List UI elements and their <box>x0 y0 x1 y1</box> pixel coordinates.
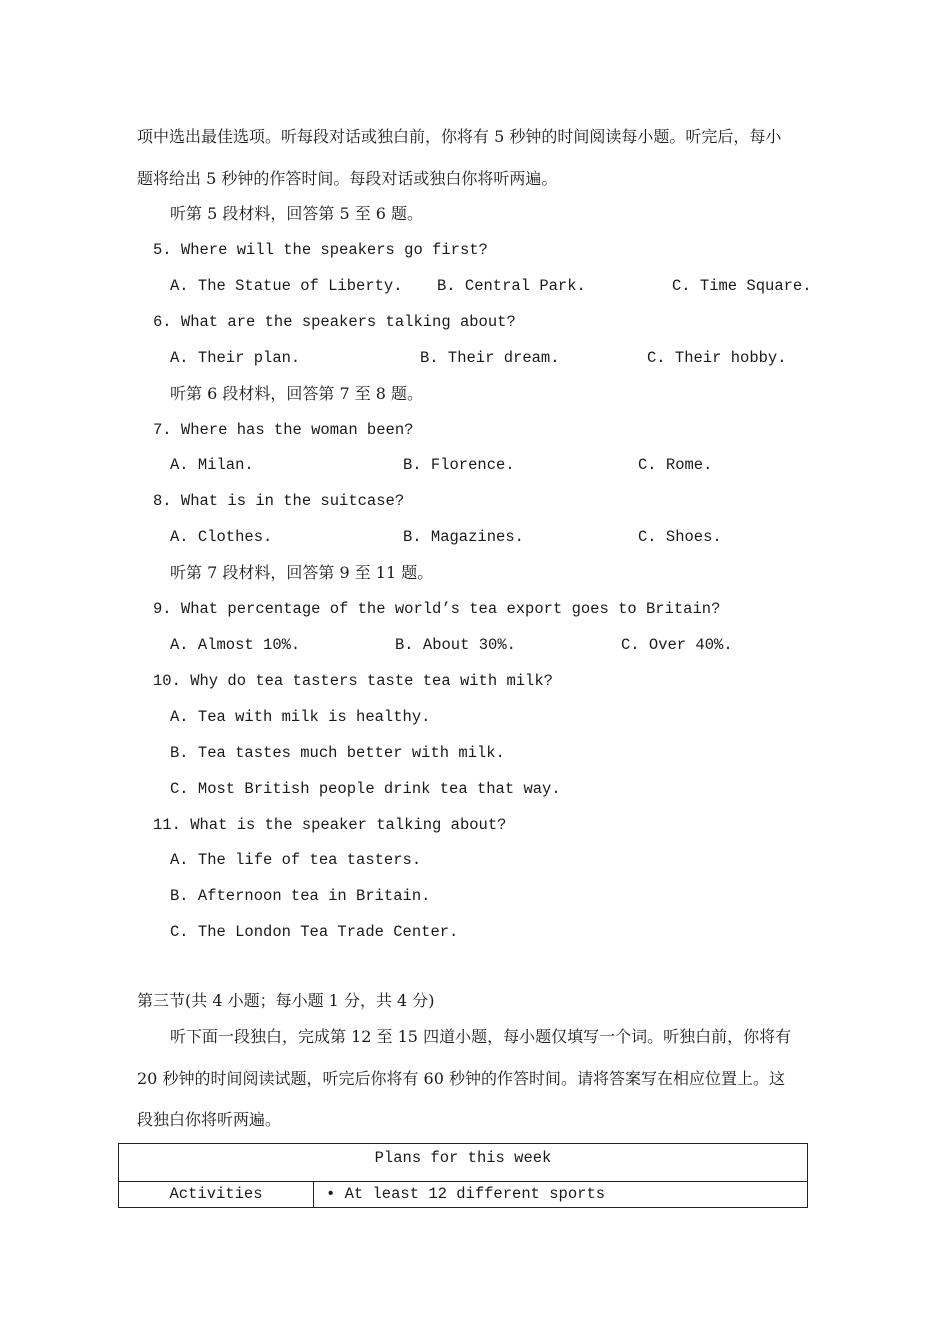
question-8-option-b: B. Magazines. <box>403 528 524 546</box>
question-8: 8. What is in the suitcase? <box>153 492 405 510</box>
question-10-option-a: A. Tea with milk is healthy. <box>170 708 431 726</box>
question-6-option-b: B. Their dream. <box>420 349 560 367</box>
question-7-option-a: A. Milan. <box>170 456 254 474</box>
question-7-option-c: C. Rome. <box>638 456 713 474</box>
question-9-option-b: B. About 30%. <box>395 636 516 654</box>
question-5-option-c: C. Time Square. <box>672 277 812 295</box>
question-9-option-a: A. Almost 10%. <box>170 636 301 654</box>
question-11: 11. What is the speaker talking about? <box>153 816 507 834</box>
question-10: 10. Why do tea tasters taste tea with milk? <box>153 672 553 690</box>
question-7: 7. Where has the woman been? <box>153 421 414 439</box>
part3-line-2: 20 秒钟的时间阅读试题，听完后你将有 60 秒钟的作答时间。请将答案写在相应位置上。这 <box>137 1069 785 1088</box>
section-heading-2: 听第 6 段材料，回答第 7 至 8 题。 <box>170 384 424 403</box>
question-9-option-c: C. Over 40%. <box>621 636 733 654</box>
intro-line-1: 项中选出最佳选项。听每段对话或独白前，你将有 5 秒钟的时间阅读每小题。听完后，每小 <box>137 127 782 146</box>
question-6: 6. What are the speakers talking about? <box>153 313 516 331</box>
table-title: Plans for this week <box>119 1144 808 1182</box>
part3-line-3: 段独白你将听两遍。 <box>137 1110 282 1129</box>
table-row-value: • At least 12 different sports <box>314 1182 808 1208</box>
question-11-option-b: B. Afternoon tea in Britain. <box>170 887 431 905</box>
question-6-option-a: A. Their plan. <box>170 349 301 367</box>
section-heading-1: 听第 5 段材料，回答第 5 至 6 题。 <box>170 204 424 223</box>
plans-table <box>118 1143 808 1208</box>
part3-heading: 第三节(共 4 小题；每小题 1 分，共 4 分) <box>137 991 435 1010</box>
question-7-option-b: B. Florence. <box>403 456 515 474</box>
part3-line-1: 听下面一段独白，完成第 12 至 15 四道小题，每小题仅填写一个词。听独白前，你将有 <box>170 1027 792 1046</box>
table-row <box>119 1182 808 1208</box>
question-10-option-c: C. Most British people drink tea that way. <box>170 780 561 798</box>
question-5: 5. Where will the speakers go first? <box>153 241 488 259</box>
question-9: 9. What percentage of the world’s tea export goes to Britain? <box>153 600 721 618</box>
question-8-option-a: A. Clothes. <box>170 528 273 546</box>
question-10-option-b: B. Tea tastes much better with milk. <box>170 744 505 762</box>
intro-line-2: 题将给出 5 秒钟的作答时间。每段对话或独白你将听两遍。 <box>137 169 558 188</box>
question-11-option-a: A. The life of tea tasters. <box>170 851 422 869</box>
question-5-option-b: B. Central Park. <box>437 277 586 295</box>
table-title-row <box>119 1144 808 1182</box>
question-6-option-c: C. Their hobby. <box>647 349 787 367</box>
section-heading-3: 听第 7 段材料，回答第 9 至 11 题。 <box>170 563 434 582</box>
question-8-option-c: C. Shoes. <box>638 528 722 546</box>
question-11-option-c: C. The London Tea Trade Center. <box>170 923 459 941</box>
table-row-label: Activities <box>119 1182 314 1208</box>
question-5-option-a: A. The Statue of Liberty. <box>170 277 403 295</box>
